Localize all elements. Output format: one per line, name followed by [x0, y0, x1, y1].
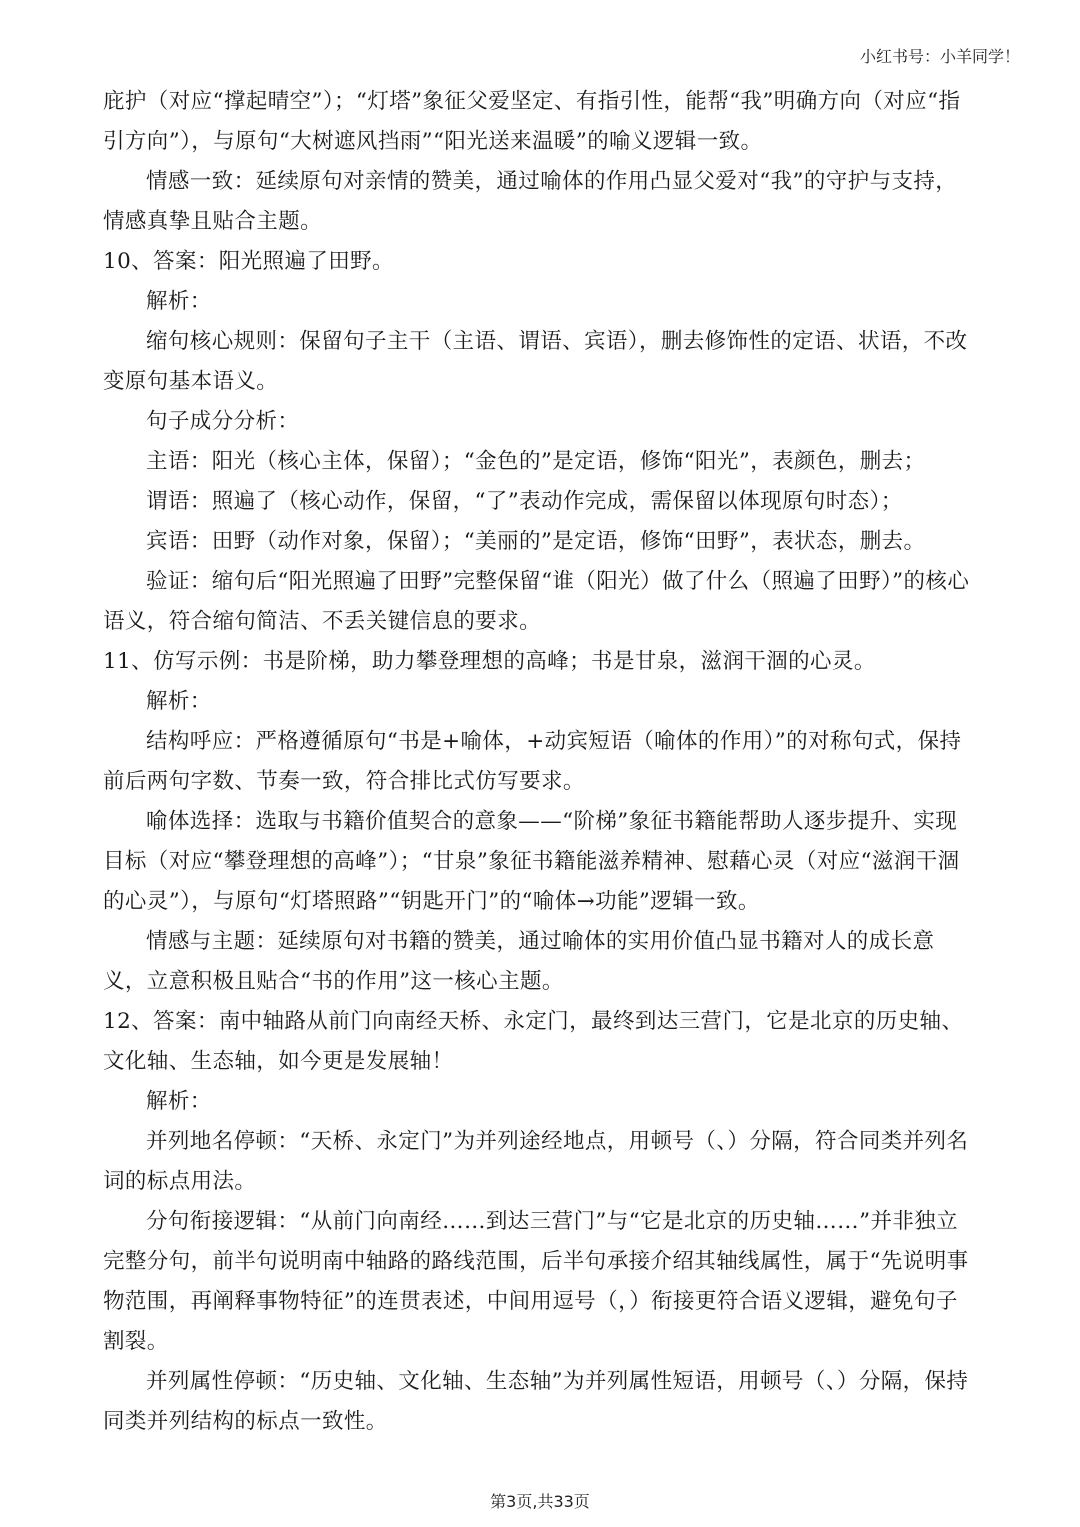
answer-11: 11、仿写示例：书是阶梯，助力攀登理想的高峰；书是甘泉，滋润干涸的心灵。 — [103, 649, 876, 674]
paragraph: 并列地名停顿：“天桥、永定门”为并列途经地点，用顿号（、）分隔，符合同类并列名词的标点用法。 — [103, 1129, 969, 1194]
paragraph: 情感一致：延续原句对亲情的赞美，通过喻体的作用凸显父爱对“我”的守护与支持，情感真挚且贴合主题。 — [103, 169, 958, 234]
analysis-label: 解析： — [146, 689, 212, 714]
analysis-label: 解析： — [146, 1089, 212, 1114]
paragraph: 验证：缩句后“阳光照遍了田野”完整保留“谁（阳光）做了什么（照遍了田野）”的核心语义，符合缩句简洁、不丢关键信息的要求。 — [103, 569, 970, 634]
document-body — [103, 82, 977, 1442]
paragraph: 并列属性停顿：“历史轴、文化轴、生态轴”为并列属性短语，用顿号（、）分隔，保持同类并列结构的标点一致性。 — [103, 1369, 969, 1434]
paragraph: 喻体选择：选取与书籍价值契合的意象——“阶梯”象征书籍能帮助人逐步提升、实现目标（对应“攀登理想的高峰”）；“甘泉”象征书籍能滋养精神、慰藉心灵（对应“滋润干涸的心灵”），与原句“灯塔照路”“钥匙开门”的“喻体→功能”逻辑一致。 — [103, 809, 960, 914]
answer-12: 12、答案：南中轴路从前门向南经天桥、永定门，最终到达三营门，它是北京的历史轴、文化轴、生态轴，如今更是发展轴！ — [103, 1009, 964, 1074]
paragraph: 谓语：照遍了（核心动作，保留，“了”表动作完成，需保留以体现原句时态）； — [146, 489, 903, 514]
paragraph: 结构呼应：严格遵循原句“书是+喻体，+动宾短语（喻体的作用）”的对称句式，保持前后两句字数、节奏一致，符合排比式仿写要求。 — [103, 729, 962, 794]
paragraph: 庇护（对应“撑起晴空”）；“灯塔”象征父爱坚定、有指引性，能帮“我”明确方向（对应“指引方向”），与原句“大树遮风挡雨”“阳光送来温暖”的喻义逻辑一致。 — [103, 89, 961, 154]
paragraph: 主语：阳光（核心主体，保留）；“金色的”是定语，修饰“阳光”，表颜色，删去； — [146, 449, 926, 474]
answer-10: 10、答案：阳光照遍了田野。 — [103, 249, 394, 274]
analysis-label: 解析： — [146, 289, 212, 314]
paragraph: 缩句核心规则：保留句子主干（主语、谓语、宾语），删去修饰性的定语、状语，不改变原句基本语义。 — [103, 329, 968, 394]
paragraph: 分句衔接逻辑：“从前门向南经……到达三营门”与“它是北京的历史轴……”并非独立完整分句，前半句说明南中轴路的路线范围，后半句承接介绍其轴线属性，属于“先说明事物范围，再阐释事物特征”的连贯表述，中间用逗号（，）衔接更符合语义逻辑，避免句子割裂。 — [103, 1209, 969, 1354]
header-account: 小红书号：小羊同学！ — [859, 47, 1020, 66]
paragraph: 句子成分分析： — [146, 409, 300, 434]
paragraph: 情感与主题：延续原句对书籍的赞美，通过喻体的实用价值凸显书籍对人的成长意义，立意积极且贴合“书的作用”这一核心主题。 — [103, 929, 935, 994]
paragraph: 宾语：田野（动作对象，保留）；“美丽的”是定语，修饰“田野”，表状态，删去。 — [146, 529, 926, 554]
page-number: 第3页,共33页 — [490, 1492, 590, 1511]
